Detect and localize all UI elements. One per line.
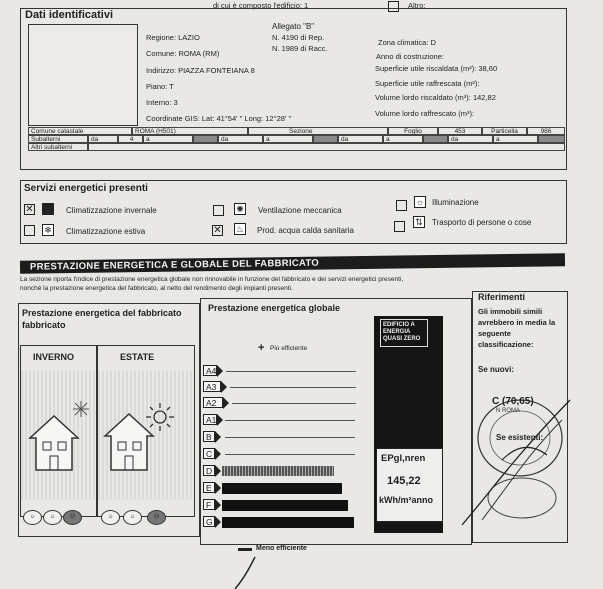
allegato: Allegato "B" <box>272 22 315 31</box>
class-b: B <box>203 431 215 442</box>
nzeb-label-box <box>380 319 428 347</box>
top-note: di cui è composto l'edificio: 1 <box>213 1 309 10</box>
id-section-title: Dati identificativi <box>25 9 114 21</box>
volume-riscaldato: Volume lordo riscaldato (m³): 142,82 <box>375 93 496 102</box>
photo-box <box>28 24 138 126</box>
da-1: da <box>91 136 99 143</box>
comune-catastale-label: Comune catastale <box>31 128 84 135</box>
prestazione-banner-title: PRESTAZIONE ENERGETICA E GLOBALE DEL FABBRICATO <box>29 257 320 273</box>
class-e-bar <box>222 483 342 494</box>
interno: Interno: 3 <box>146 98 178 107</box>
da-4: da <box>451 136 459 143</box>
repertorio: N. 4190 di Rep. <box>272 33 325 42</box>
ep-label: EPgl,nren <box>381 453 426 464</box>
class-c: C <box>203 448 215 459</box>
elevator-icon: ⇅ <box>413 216 425 228</box>
house-winter-icon <box>28 412 80 472</box>
fabbricato-title-2: fabbricato <box>22 320 66 330</box>
altri-subalterni-label: Altri subalterni <box>31 144 73 151</box>
checkbox-climatizzazione-estiva[interactable] <box>24 225 35 236</box>
sad-face-icon: ☹ <box>147 510 166 525</box>
checkbox-illuminazione[interactable] <box>396 200 407 211</box>
hot-water-icon: ♨ <box>235 224 245 234</box>
checkbox-climatizzazione-invernale[interactable]: ✕ <box>25 204 34 215</box>
smiley-icon: ☺ <box>101 510 120 525</box>
heater-icon <box>42 203 54 215</box>
particella-value: 986 <box>540 128 552 135</box>
class-f-bar <box>222 500 348 511</box>
meno-efficiente: Meno efficiente <box>256 545 307 552</box>
particella-label: Particella <box>491 128 518 135</box>
globale-title: Prestazione energetica globale <box>208 303 341 313</box>
label-ventilazione: Ventilazione meccanica <box>258 206 342 215</box>
sezione-label: Sezione <box>289 128 313 135</box>
smiley-icon: ☺ <box>23 510 42 525</box>
label-trasporto: Trasporto di persone o cose <box>432 218 532 227</box>
se-esistenti: Se esistenti: <box>496 433 544 442</box>
zona-climatica: Zona climatica: D <box>378 38 436 47</box>
inverno-label: INVERNO <box>33 352 75 362</box>
a-3: a <box>386 136 390 143</box>
da-3: da <box>341 136 349 143</box>
checkbox-ventilazione[interactable] <box>213 205 224 216</box>
foglio-label: Foglio <box>404 128 422 135</box>
class-g-bar <box>222 517 354 528</box>
indirizzo: Indirizzo: PIAZZA FONTEIANA 8 <box>146 66 255 75</box>
signature-icon <box>225 555 265 589</box>
anno-costruzione: Anno di costruzione: <box>376 52 444 61</box>
nzeb-label: EDIFICIO A ENERGIA QUASI ZERO <box>383 322 421 342</box>
fabbricato-title: Prestazione energetica del fabbricato <box>22 308 182 318</box>
a-4: a <box>496 136 500 143</box>
class-a2: A2 <box>203 397 223 408</box>
nzeb-panel <box>374 316 443 533</box>
ep-unit: kWh/m²anno <box>379 495 433 505</box>
comune: Comune: ROMA (RM) <box>146 49 220 58</box>
a-1: a <box>146 136 150 143</box>
stamp-class: C (70,65) <box>492 396 534 407</box>
regione: Regione: LAZIO <box>146 33 200 42</box>
intro-line-1: La sezione riporta l'indice di prestazione energetica globale non rinnovabile in funzione del fabbricato e dei servizi energetici presenti, <box>20 276 404 283</box>
coordinate: Coordinate GIS: Lat: 41°54' " Long: 12°28' " <box>146 114 292 123</box>
class-a1: A1 <box>203 414 217 425</box>
piu-efficiente: Più efficiente <box>270 345 308 352</box>
class-d-bar <box>222 466 334 476</box>
minus-icon <box>238 548 252 551</box>
fan-icon: ✺ <box>234 203 246 215</box>
snowflake-icon <box>72 400 90 418</box>
superficie-raffrescata: Superficie utile raffrescata (m²): <box>375 79 480 88</box>
ep-box <box>376 448 443 522</box>
sad-face-icon: ☹ <box>63 510 82 525</box>
intro-line-2: nonché la prestazione energetica del fabbricato, al netto del rendimento degli impianti presenti. <box>20 285 293 292</box>
plus-icon: + <box>258 342 265 354</box>
label-illuminazione: Illuminazione <box>432 198 479 207</box>
snowflake-icon: ❄ <box>42 224 54 236</box>
se-nuovi: Se nuovi: <box>478 365 515 374</box>
riferimenti-title: Riferimenti <box>478 292 526 302</box>
class-a4: A4 <box>203 365 217 376</box>
label-acqua-calda: Prod. acqua calda sanitaria <box>257 226 354 235</box>
foglio-value: 453 <box>454 128 466 135</box>
piano: Piano: T <box>146 82 174 91</box>
a-2: a <box>266 136 270 143</box>
volume-raffrescato: Volume lordo raffrescato (m³): <box>375 109 475 118</box>
class-f: F <box>203 499 215 510</box>
superficie-riscaldata: Superficie utile riscaldata (m²): 38,60 <box>375 64 498 73</box>
checkbox-acqua-calda[interactable]: ✕ <box>213 225 222 236</box>
class-d: D <box>203 465 215 476</box>
comune-catastale-value: ROMA (H501) <box>135 128 176 135</box>
altro-label: Altro: <box>408 1 426 10</box>
riferimenti-text: Gli immobili simili avrebbero in media la seguente classificazione: <box>478 307 556 349</box>
catasto-table <box>28 127 565 163</box>
class-g: G <box>203 516 215 527</box>
ep-value: 145,22 <box>387 475 421 487</box>
smiley-icon: ☺ <box>123 510 142 525</box>
sub-value-1: 4 <box>129 136 134 143</box>
prestazione-banner <box>20 253 565 274</box>
smiley-icon: ☺ <box>43 510 62 525</box>
estate-label: ESTATE <box>120 352 155 362</box>
label-climatizzazione-estiva: Climatizzazione estiva <box>66 227 146 236</box>
checkbox-trasporto[interactable] <box>394 221 405 232</box>
servizi-title: Servizi energetici presenti <box>24 183 148 194</box>
sun-icon <box>145 402 175 432</box>
light-bulb-icon: ☼ <box>415 197 425 207</box>
label-climatizzazione-invernale: Climatizzazione invernale <box>66 206 157 215</box>
class-a3: A3 <box>203 381 221 392</box>
da-2: da <box>221 136 229 143</box>
class-e: E <box>203 482 215 493</box>
svg-text:N ROMA: N ROMA <box>496 408 520 414</box>
raccolta: N. 1989 di Racc. <box>272 44 328 53</box>
subalterni-label: Subalterni <box>31 136 61 143</box>
